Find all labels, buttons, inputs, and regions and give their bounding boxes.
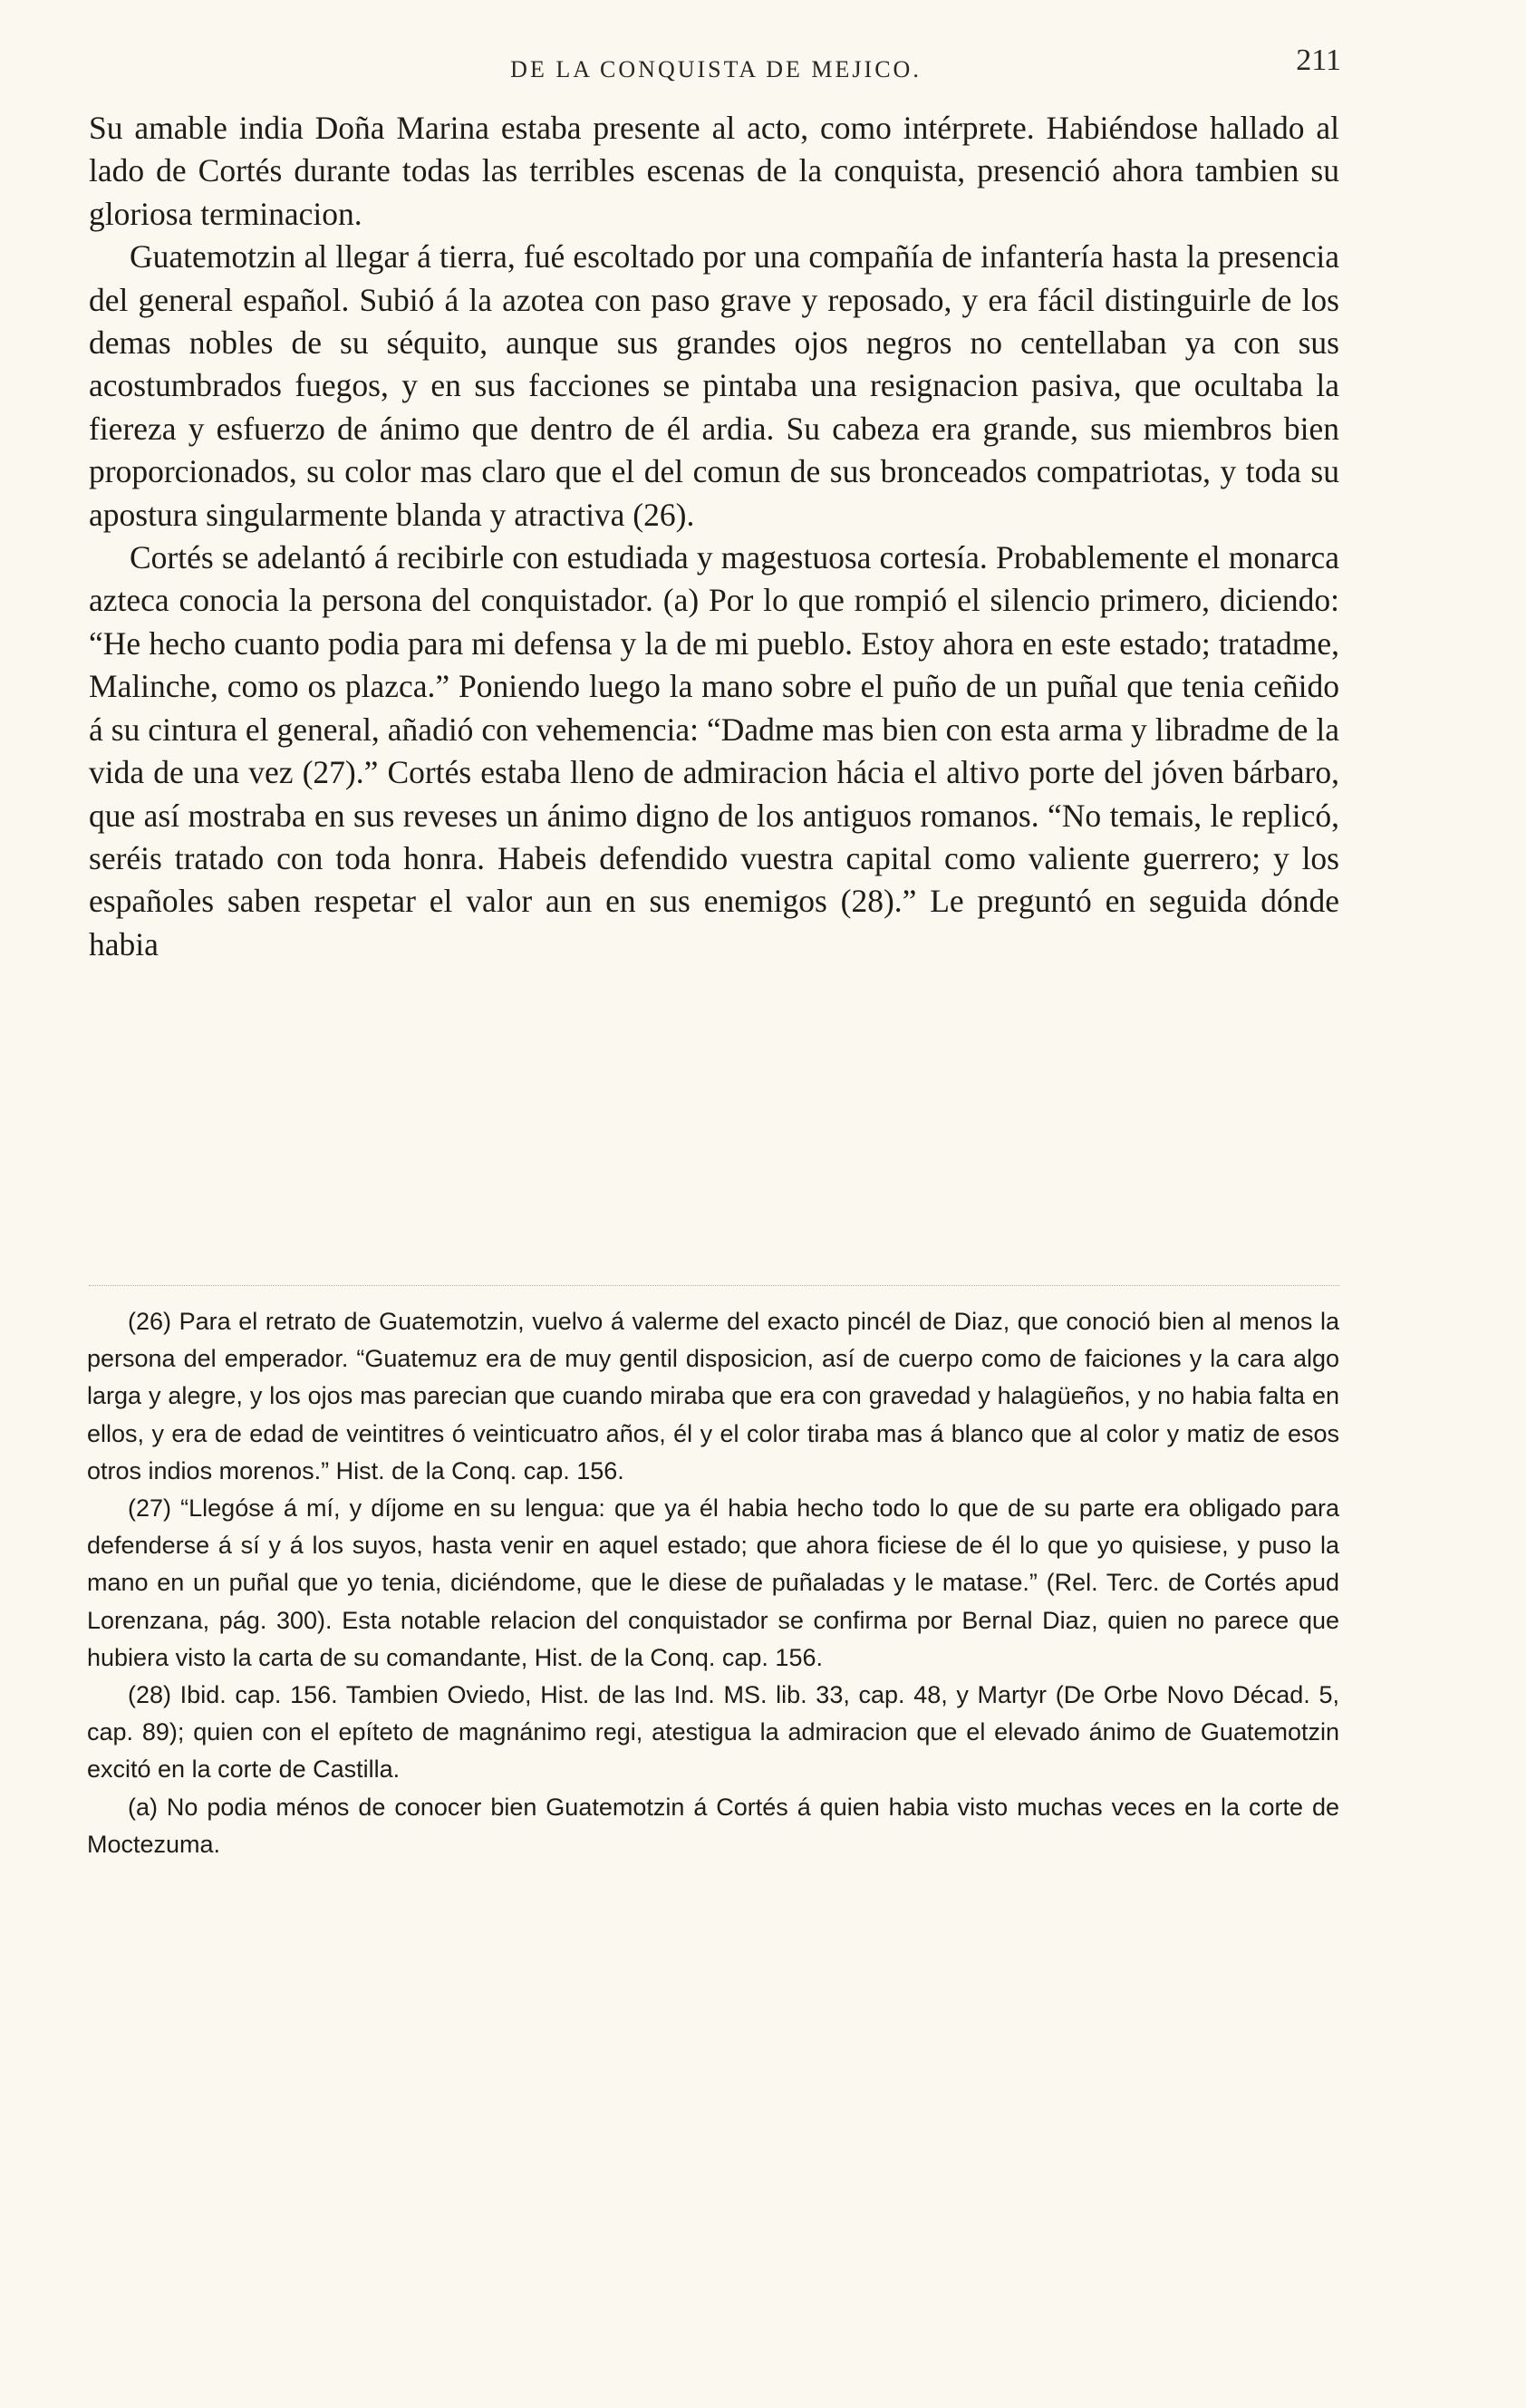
page-number: 211 <box>1296 44 1341 77</box>
footnote-28: (28) Ibid. cap. 156. Tambien Oviedo, Hist. de las Ind. MS. lib. 33, cap. 48, y Martyr (De Orbe Novo Décad. 5, cap. 89); quien con el epíteto de magnánimo regi, atestigua la admiracion que el elevado ánimo de Guatemotzin excitó en la corte de Castilla. <box>87 1681 1339 1784</box>
footnotes <box>87 1303 1339 1863</box>
paragraph-1: Su amable india Doña Marina estaba presente al acto, como intérprete. Habiéndose hallado al lado de Cortés durante todas las terribles escenas de la conquista, presenció ahora tambien su gloriosa terminacion. <box>89 110 1339 232</box>
footnote-26: (26) Para el retrato de Guatemotzin, vuelvo á valerme del exacto pincél de Diaz, que conoció bien al menos la persona del emperador. “Guatemuz era de muy gentil disposicion, así de cuerpo como de faiciones y la cara algo larga y alegre, y los ojos mas parecian que cuando miraba que era con gravedad y halagüeños, y no habia falta en ellos, y era de edad de veintitres ó veinticuatro años, él y el color tiraba mas á blanco que al color y matiz de esos otros indios morenos.” Hist. de la Conq. cap. 156. <box>87 1308 1339 1484</box>
main-text <box>89 107 1339 966</box>
paragraph-2: Guatemotzin al llegar á tierra, fué escoltado por una compañía de infantería hasta la presencia del general español. Subió á la azotea con paso grave y reposado, y era fácil distinguirle de los demas nobles de su séquito, aunque sus grandes ojos negros no centellaban ya con sus acostumbrados fuegos, y en sus facciones se pintaba una resignacion pasiva, que ocultaba la fiereza y esfuerzo de ánimo que dentro de él ardia. Su cabeza era grande, sus miembros bien proporcionados, su color mas claro que el del comun de sus bronceados compatriotas, y toda su apostura singularmente blanda y atractiva (26). <box>89 238 1339 533</box>
footnote-divider <box>89 1285 1339 1286</box>
footnote-a: (a) No podia ménos de conocer bien Guatemotzin á Cortés á quien habia visto muchas veces en la corte de Moctezuma. <box>87 1793 1339 1858</box>
running-title: DE LA CONQUISTA DE MEJICO. <box>510 56 922 82</box>
paragraph-3: Cortés se adelantó á recibirle con estudiada y magestuosa cortesía. Probablemente el monarca azteca conocia la persona del conquistador. (a) Por lo que rompió el silencio primero, diciendo: “He hecho cuanto podia para mi defensa y la de mi pueblo. Estoy ahora en este estado; tratadme, Malinche, como os plazca.” Poniendo luego la mano sobre el puño de un puñal que tenia ceñido á su cintura el general, añadió con vehemencia: “Dadme mas bien con esta arma y libradme de la vida de una vez (27).” Cortés estaba lleno de admiracion hácia el altivo porte del jóven bárbaro, que así mostraba en sus reveses un ánimo digno de los antiguos romanos. “No temais, le replicó, seréis tratado con toda honra. Habeis defendido vuestra capital como valiente guerrero; y los españoles saben respetar el valor aun en sus enemigos (28).” Le preguntó en seguida dónde habia <box>89 539 1339 962</box>
footnote-27: (27) “Llegóse á mí, y díjome en su lengua: que ya él habia hecho todo lo que de su parte era obligado para defenderse á sí y á los suyos, hasta venir en aquel estado; que ahora ficiese de él lo que yo quisiese, y puso la mano en un puñal que yo tenia, diciéndome, que le diese de puñaladas y le matase.” (Rel. Terc. de Cortés apud Lorenzana, pág. 300). Esta notable relacion del conquistador se confirma por Bernal Diaz, quien no parece que hubiera visto la carta de su comandante, Hist. de la Conq. cap. 156. <box>87 1494 1339 1671</box>
running-head <box>91 44 1341 98</box>
